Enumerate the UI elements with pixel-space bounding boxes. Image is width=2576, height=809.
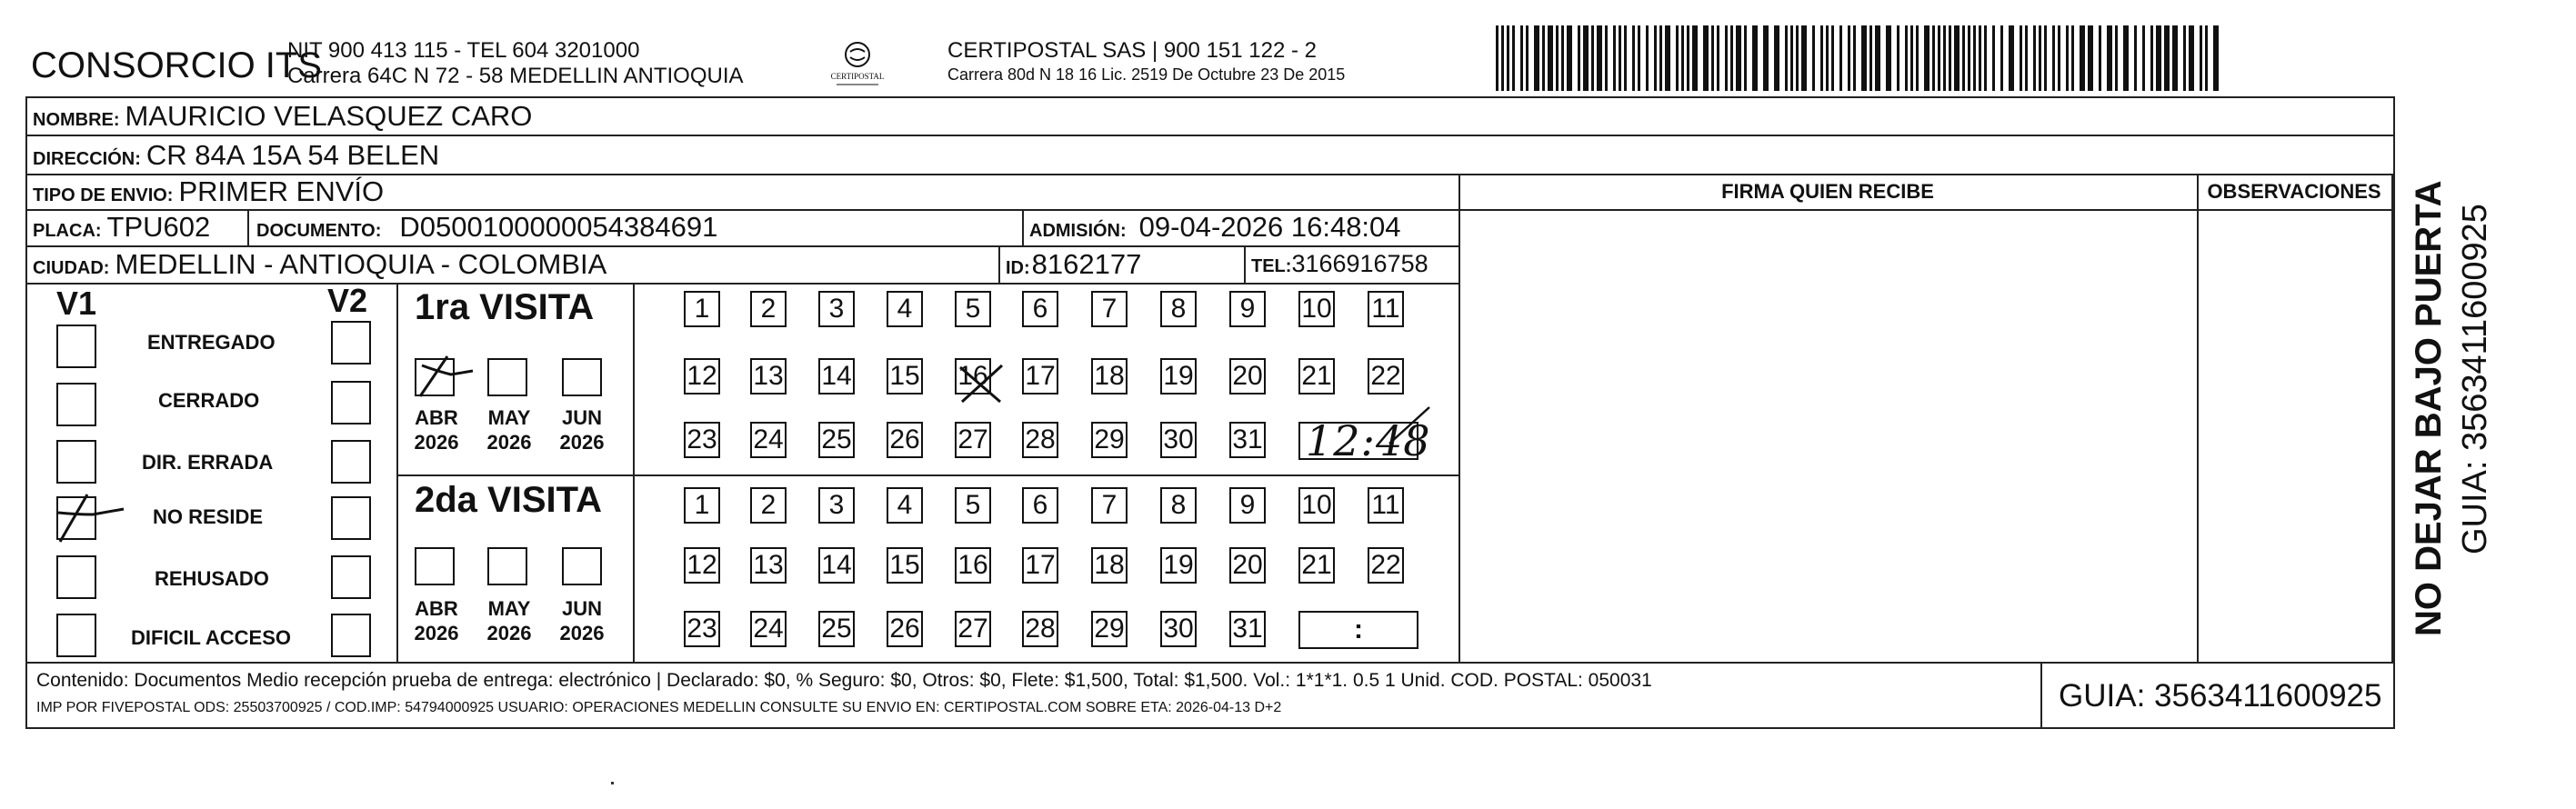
nombre-value: MAURICIO VELASQUEZ CARO bbox=[125, 100, 533, 132]
visit2-day-5[interactable]: 5 bbox=[955, 487, 991, 524]
visit2-day-1[interactable]: 1 bbox=[684, 487, 720, 524]
barcode bbox=[1496, 25, 2223, 91]
visit2-day-2[interactable]: 2 bbox=[750, 487, 787, 524]
visit1-day-20[interactable]: 20 bbox=[1229, 358, 1266, 395]
visit1-day-9[interactable]: 9 bbox=[1229, 291, 1266, 327]
visit1-day-3[interactable]: 3 bbox=[818, 291, 855, 327]
tel-label: TEL: bbox=[1251, 256, 1292, 276]
direccion-field bbox=[33, 139, 439, 172]
ciudad-field bbox=[33, 248, 606, 281]
documento-field bbox=[256, 211, 717, 244]
direccion-label: DIRECCIÓN: bbox=[33, 149, 141, 169]
v2-checkbox-no-reside[interactable] bbox=[331, 496, 371, 540]
visit2-day-18[interactable]: 18 bbox=[1091, 547, 1128, 584]
visit2-day-19[interactable]: 19 bbox=[1160, 547, 1197, 584]
placa-field bbox=[33, 211, 210, 244]
admision-value: 09-04-2026 16:48:04 bbox=[1138, 211, 1401, 243]
visit2-day-30[interactable]: 30 bbox=[1160, 611, 1197, 647]
visit1-day-16[interactable]: 16 bbox=[955, 358, 991, 395]
footer-print-info: IMP POR FIVEPOSTAL ODS: 25503700925 / COD.IMP: 54794000925 USUARIO: OPERACIONES MEDELLIN CONSULTE SU ENVIO EN: CERTIPOSTAL.COM SOBRE ETA: 2026-04-13 D+2 bbox=[36, 700, 1282, 715]
visit1-month-abr: ABR 2026 bbox=[414, 406, 459, 454]
v1-checkbox-dificil-acceso[interactable] bbox=[56, 614, 96, 657]
visit1-day-2[interactable]: 2 bbox=[750, 291, 787, 327]
tel-value: 3166916758 bbox=[1291, 250, 1428, 277]
admision-label: ADMISIÓN: bbox=[1029, 221, 1127, 241]
id-field bbox=[1006, 248, 1141, 281]
visit2-day-10[interactable]: 10 bbox=[1298, 487, 1335, 524]
visit1-day-13[interactable]: 13 bbox=[750, 358, 787, 395]
visit2-day-6[interactable]: 6 bbox=[1022, 487, 1058, 524]
placa-value: TPU602 bbox=[106, 211, 211, 243]
visit2-month-may: MAY 2026 bbox=[486, 597, 532, 644]
visit2-day-13[interactable]: 13 bbox=[750, 547, 787, 584]
admision-field bbox=[1029, 211, 1401, 244]
visit2-day-21[interactable]: 21 bbox=[1298, 547, 1335, 584]
visit2-title: 2da VISITA bbox=[415, 480, 602, 520]
carrier-name: CERTIPOSTAL SAS | 900 151 122 - 2 bbox=[947, 38, 1317, 63]
visit1-day-7[interactable]: 7 bbox=[1091, 291, 1128, 327]
nombre-field bbox=[33, 100, 532, 133]
visit2-day-3[interactable]: 3 bbox=[818, 487, 855, 524]
v1-checkbox-dir-errada[interactable] bbox=[56, 440, 96, 484]
option-no-reside: NO RESIDE bbox=[153, 505, 264, 528]
nombre-label: NOMBRE: bbox=[33, 110, 120, 130]
visit1-month-abr-checkbox[interactable] bbox=[415, 358, 455, 396]
visit1-title: 1ra VISITA bbox=[415, 287, 595, 327]
visit1-month-may: MAY 2026 bbox=[486, 406, 532, 454]
visit2-day-22[interactable]: 22 bbox=[1368, 547, 1404, 584]
visit2-time-placeholder: : bbox=[1354, 614, 1363, 644]
scan-speck bbox=[611, 782, 614, 784]
documento-label: DOCUMENTO: bbox=[256, 221, 382, 241]
direccion-value: CR 84A 15A 54 BELEN bbox=[145, 139, 440, 171]
visit2-day-14[interactable]: 14 bbox=[818, 547, 855, 584]
visit1-day-22[interactable]: 22 bbox=[1368, 358, 1404, 395]
visit2-day-15[interactable]: 15 bbox=[887, 547, 923, 584]
visit1-day-19[interactable]: 19 bbox=[1160, 358, 1197, 395]
visit2-day-8[interactable]: 8 bbox=[1160, 487, 1197, 524]
option-dir-errada: DIR. ERRADA bbox=[142, 451, 274, 474]
visit1-day-24[interactable]: 24 bbox=[750, 422, 787, 458]
visit2-day-17[interactable]: 17 bbox=[1022, 547, 1058, 584]
v2-checkbox-rehusado[interactable] bbox=[331, 555, 371, 599]
tipo-envio-value: PRIMER ENVÍO bbox=[178, 175, 385, 207]
visit1-month-jun: JUN 2026 bbox=[559, 406, 605, 454]
visit2-time-box[interactable] bbox=[1298, 611, 1418, 649]
certipostal-logo bbox=[826, 38, 889, 91]
visit2-month-jun-checkbox[interactable] bbox=[562, 547, 602, 585]
tipo-envio-label: TIPO DE ENVIO: bbox=[33, 185, 174, 205]
placa-label: PLACA: bbox=[33, 221, 102, 241]
visit1-day-23[interactable]: 23 bbox=[684, 422, 720, 458]
option-dificil-acceso: DIFICIL ACCESO bbox=[131, 626, 292, 649]
visit2-day-31[interactable]: 31 bbox=[1229, 611, 1266, 647]
visit1-day-14[interactable]: 14 bbox=[818, 358, 855, 395]
tipo-envio-field bbox=[33, 175, 384, 208]
visit1-month-may-checkbox[interactable] bbox=[487, 358, 527, 396]
v1-header: V1 bbox=[56, 285, 97, 322]
footer-guia: GUIA: 3563411600925 bbox=[2059, 678, 2382, 714]
footer-contents: Contenido: Documentos Medio recepción prueba de entrega: electrónico | Declarado: $0, % Seguro: $0, Otros: $0, Flete: $1,500, Total: $1,500. Vol.: 1*1*1. 0.5 1 Unid. COD. POSTAL: 050031 bbox=[36, 670, 1652, 691]
visit1-day-26[interactable]: 26 bbox=[887, 422, 923, 458]
company-address: Carrera 64C N 72 - 58 MEDELLIN ANTIOQUIA bbox=[287, 64, 744, 88]
visit1-time-handwritten: 12:48 bbox=[1306, 416, 1431, 465]
visit2-day-29[interactable]: 29 bbox=[1091, 611, 1128, 647]
visit1-day-8[interactable]: 8 bbox=[1160, 291, 1197, 327]
v1-checkbox-rehusado[interactable] bbox=[56, 555, 96, 599]
observaciones-label: OBSERVACIONES bbox=[2207, 180, 2381, 203]
visit1-day-18[interactable]: 18 bbox=[1091, 358, 1128, 395]
visit2-day-9[interactable]: 9 bbox=[1229, 487, 1266, 524]
visit2-day-23[interactable]: 23 bbox=[684, 611, 720, 647]
visit2-day-16[interactable]: 16 bbox=[955, 547, 991, 584]
visit2-day-20[interactable]: 20 bbox=[1229, 547, 1266, 584]
visit2-day-25[interactable]: 25 bbox=[818, 611, 855, 647]
visit1-day-5[interactable]: 5 bbox=[955, 291, 991, 327]
option-entregado: ENTREGADO bbox=[147, 331, 276, 354]
tel-field bbox=[1251, 250, 1428, 278]
v2-checkbox-entregado[interactable] bbox=[331, 321, 371, 365]
visit1-day-4[interactable]: 4 bbox=[887, 291, 923, 327]
visit1-day-31[interactable]: 31 bbox=[1229, 422, 1266, 458]
visit1-day-21[interactable]: 21 bbox=[1298, 358, 1335, 395]
visit1-day-25[interactable]: 25 bbox=[818, 422, 855, 458]
v1-checkbox-entregado[interactable] bbox=[56, 325, 96, 368]
visit1-day-17[interactable]: 17 bbox=[1022, 358, 1058, 395]
visit2-day-11[interactable]: 11 bbox=[1368, 487, 1404, 524]
visit1-day-29[interactable]: 29 bbox=[1091, 422, 1128, 458]
option-rehusado: REHUSADO bbox=[155, 567, 269, 590]
id-label: ID: bbox=[1006, 258, 1030, 278]
visit2-day-27[interactable]: 27 bbox=[955, 611, 991, 647]
ciudad-label: CIUDAD: bbox=[33, 258, 110, 278]
option-cerrado: CERRADO bbox=[158, 389, 260, 412]
visit2-month-may-checkbox[interactable] bbox=[487, 547, 527, 585]
ciudad-value: MEDELLIN - ANTIOQUIA - COLOMBIA bbox=[115, 248, 607, 280]
visit1-day-6[interactable]: 6 bbox=[1022, 291, 1058, 327]
visit1-day-27[interactable]: 27 bbox=[955, 422, 991, 458]
v2-header: V2 bbox=[327, 282, 368, 319]
visit1-month-jun-checkbox[interactable] bbox=[562, 358, 602, 396]
visit2-month-jun: JUN 2026 bbox=[559, 597, 605, 644]
company-nit: NIT 900 413 115 - TEL 604 3201000 bbox=[287, 38, 640, 63]
v2-checkbox-cerrado[interactable] bbox=[331, 381, 371, 424]
visit2-day-12[interactable]: 12 bbox=[684, 547, 720, 584]
visit1-day-10[interactable]: 10 bbox=[1298, 291, 1335, 327]
v2-checkbox-dificil-acceso[interactable] bbox=[331, 614, 371, 657]
visit1-day-1[interactable]: 1 bbox=[684, 291, 720, 327]
firma-label: FIRMA QUIEN RECIBE bbox=[1721, 180, 1934, 203]
company-name: CONSORCIO ITS bbox=[31, 45, 323, 85]
visit2-month-abr: ABR 2026 bbox=[414, 597, 459, 644]
v2-checkbox-dir-errada[interactable] bbox=[331, 440, 371, 484]
visit2-day-24[interactable]: 24 bbox=[750, 611, 787, 647]
visit1-day-12[interactable]: 12 bbox=[684, 358, 720, 395]
visit2-day-28[interactable]: 28 bbox=[1022, 611, 1058, 647]
visit2-day-7[interactable]: 7 bbox=[1091, 487, 1128, 524]
id-value: 8162177 bbox=[1031, 248, 1142, 280]
visit1-day-11[interactable]: 11 bbox=[1368, 291, 1404, 327]
visit1-day-28[interactable]: 28 bbox=[1022, 422, 1058, 458]
documento-value: D0500100000054384691 bbox=[399, 211, 718, 243]
v1-checkbox-no-reside[interactable] bbox=[56, 496, 96, 540]
visit1-day-30[interactable]: 30 bbox=[1160, 422, 1197, 458]
carrier-address: Carrera 80d N 18 16 Lic. 2519 De Octubre 23 De 2015 bbox=[947, 65, 1346, 84]
visit2-month-abr-checkbox[interactable] bbox=[415, 547, 455, 585]
visit1-day-15[interactable]: 15 bbox=[887, 358, 923, 395]
visit2-day-26[interactable]: 26 bbox=[887, 611, 923, 647]
svg-text:CERTIPOSTAL: CERTIPOSTAL bbox=[830, 72, 885, 81]
visit2-day-4[interactable]: 4 bbox=[887, 487, 923, 524]
v1-checkbox-cerrado[interactable] bbox=[56, 383, 96, 426]
